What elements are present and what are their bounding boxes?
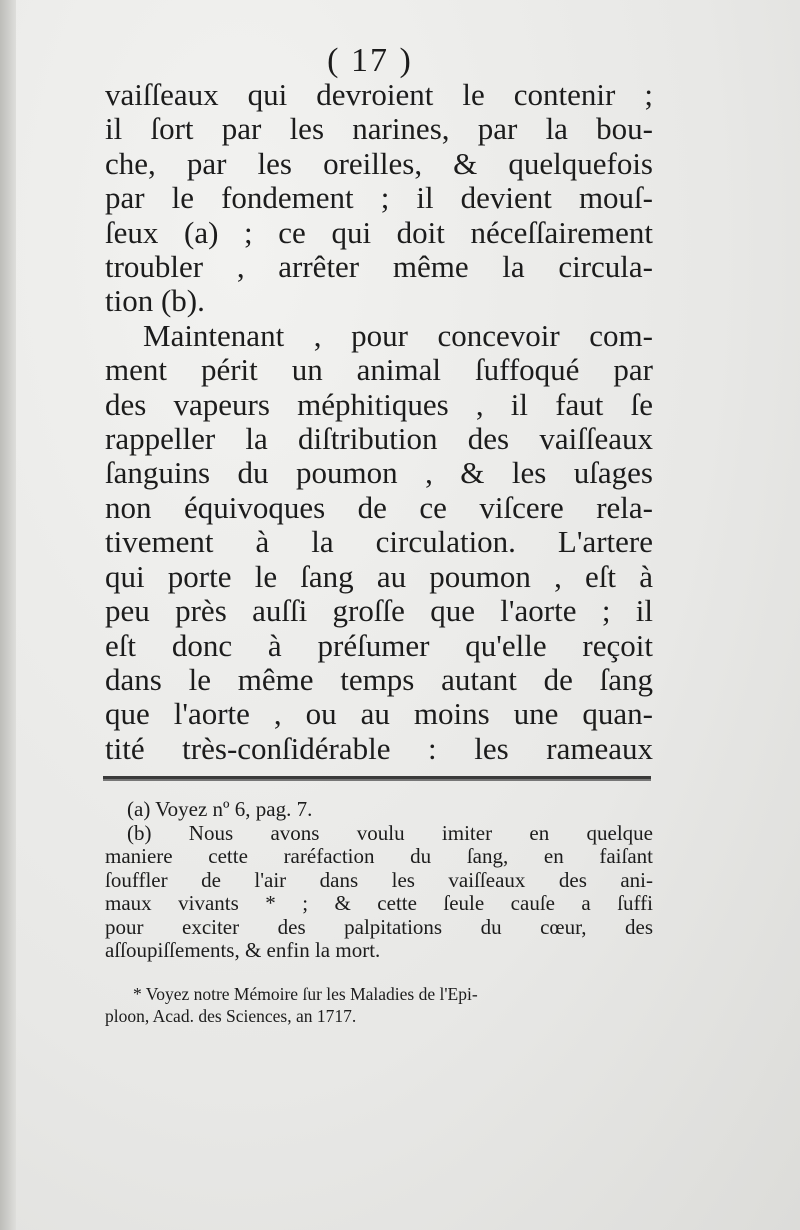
text-line: ſanguins du poumon , & les uſages <box>105 455 653 491</box>
page-gutter-shadow <box>0 0 16 1230</box>
footnote-a: (a) Voyez nº 6, pag. 7. <box>127 797 313 821</box>
page-number: ( 17 ) <box>327 42 413 79</box>
footnote-b-line: maniere cette raréfaction du ſang, en faiſant <box>105 844 653 868</box>
text-line: peu près auſſi groſſe que l'aorte ; il <box>105 593 653 629</box>
text-line: rappeller la diſtribution des vaiſſeaux <box>105 421 653 457</box>
subnote-block <box>105 983 653 1027</box>
text-line: que l'aorte , ou au moins une quan- <box>105 696 653 732</box>
main-text-block <box>105 78 653 766</box>
text-line: vaiſſeaux qui devroient le contenir ; <box>105 77 653 112</box>
note-spacer <box>105 963 653 983</box>
subnote-line: ploon, Acad. des Sciences, an 1717. <box>105 1005 357 1026</box>
subnote-line: * Voyez notre Mémoire ſur les Maladies de l'Epi- <box>133 983 478 1004</box>
text-line: dans le même temps autant de ſang <box>105 661 653 697</box>
text-line: tivement à la circulation. L'artere <box>105 524 653 560</box>
text-line: ment périt un animal ſuffoqué par <box>105 352 653 388</box>
text-line: troubler , arrêter même la circula- <box>105 249 653 285</box>
footnote-b-line: aſſoupiſſements, & enfin la mort. <box>105 938 381 962</box>
footnote-b-line: maux vivants * ; & cette ſeule cauſe a ſuffi <box>105 891 653 915</box>
footnote-divider <box>103 776 651 781</box>
text-line: che, par les oreilles, & quelquefois <box>105 145 653 181</box>
text-line: il ſort par les narines, par la bou- <box>105 111 653 147</box>
text-line: des vapeurs méphitiques , il faut ſe <box>105 386 653 422</box>
text-line: non équivoques de ce viſcere rela- <box>105 489 653 525</box>
text-line: Maintenant , pour concevoir com- <box>143 317 653 353</box>
footnotes-block <box>105 798 653 1027</box>
text-line: eſt donc à préſumer qu'elle reçoit <box>105 627 653 663</box>
footnote-b-line: (b) Nous avons voulu imiter en quelque <box>127 820 653 845</box>
footnote-b-line: pour exciter des palpitations du cœur, des <box>105 914 653 939</box>
footnote-b-line: ſouffler de l'air dans les vaiſſeaux des ani- <box>105 867 653 892</box>
text-line: par le fondement ; il devient mouſ- <box>105 180 653 216</box>
text-line: ſeux (a) ; ce qui doit néceſſairement <box>105 214 653 250</box>
text-line: qui porte le ſang au poumon , eſt à <box>105 558 653 594</box>
text-line: tion (b). <box>105 283 205 319</box>
text-line: tité très-conſidérable : les rameaux <box>105 730 653 766</box>
